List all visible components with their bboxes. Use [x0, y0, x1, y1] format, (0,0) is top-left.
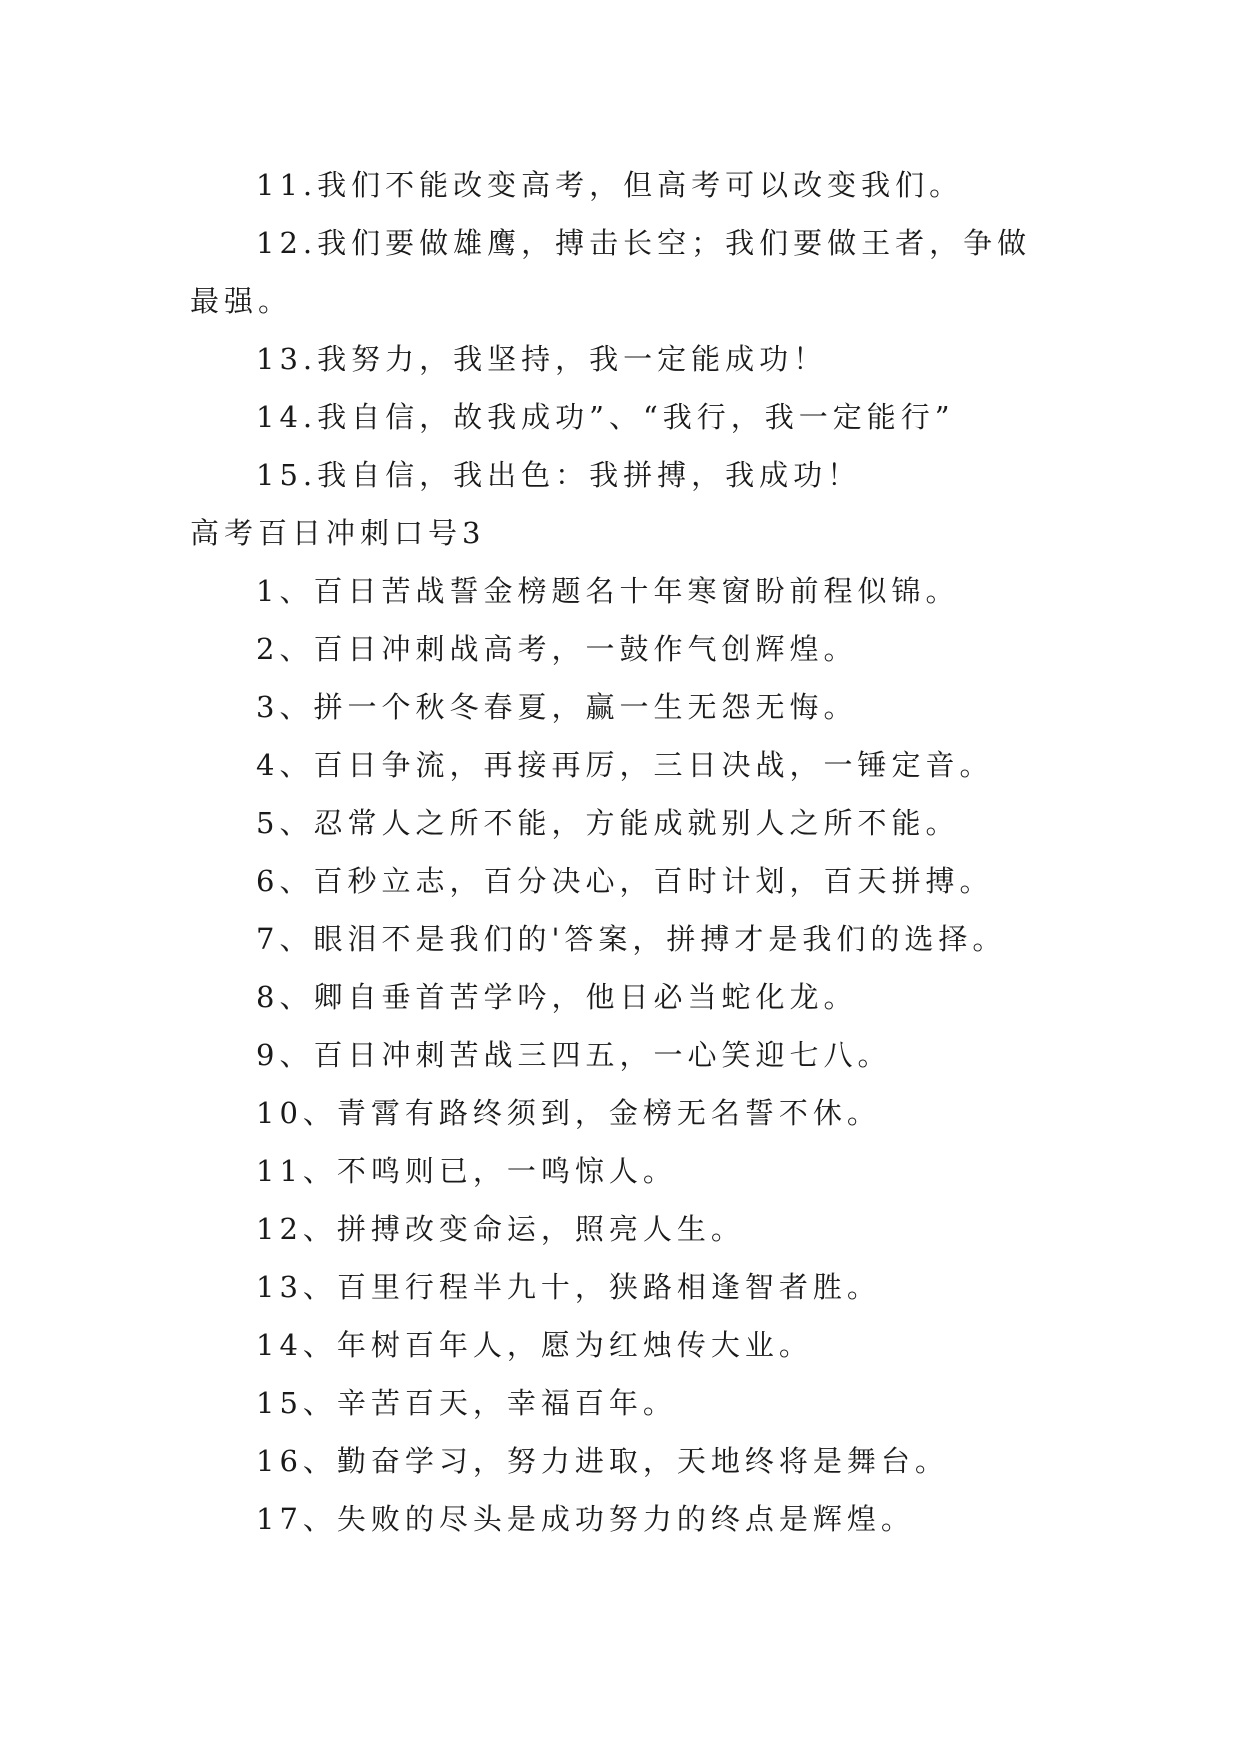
- slogan-line: 11.我们不能改变高考，但高考可以改变我们。: [256, 168, 964, 202]
- slogan-line: 6、百秒立志，百分决心，百时计划，百天拼搏。: [256, 864, 994, 898]
- slogan-line: 17、失败的尽头是成功努力的终点是辉煌。: [256, 1502, 915, 1536]
- slogan-line: 4、百日争流，再接再厉，三日决战，一锤定音。: [256, 748, 994, 782]
- slogan-line: 12、拼搏改变命运，照亮人生。: [256, 1212, 745, 1246]
- slogan-line: 13、百里行程半九十，狭路相逢智者胜。: [256, 1270, 881, 1304]
- slogan-line: 1、百日苦战誓金榜题名十年寒窗盼前程似锦。: [256, 574, 960, 608]
- slogan-line: 12.我们要做雄鹰，搏击长空；我们要做王者，争做最强。: [190, 226, 1032, 318]
- slogan-line: 15.我自信，我出色：我拼搏，我成功！: [256, 458, 862, 492]
- slogan-line: 16、勤奋学习，努力进取，天地终将是舞台。: [256, 1444, 949, 1478]
- slogan-line: 10、青霄有路终须到，金榜无名誓不休。: [256, 1096, 881, 1130]
- section-heading: 高考百日冲刺口号3: [190, 516, 486, 550]
- slogan-line: 7、眼泪不是我们的'答案，拼搏才是我们的选择。: [256, 922, 1007, 956]
- slogan-line: 11、不鸣则已，一鸣惊人。: [256, 1154, 677, 1188]
- slogan-line: 5、忍常人之所不能，方能成就别人之所不能。: [256, 806, 960, 840]
- slogan-line: 9、百日冲刺苦战三四五，一心笑迎七八。: [256, 1038, 892, 1072]
- slogan-line: 14、年树百年人，愿为红烛传大业。: [256, 1328, 813, 1362]
- slogan-line: 15、辛苦百天，幸福百年。: [256, 1386, 677, 1420]
- slogan-line: 13.我努力，我坚持，我一定能成功！: [256, 342, 828, 376]
- slogan-line: 8、卿自垂首苦学吟，他日必当蛇化龙。: [256, 980, 858, 1014]
- slogan-line: 3、拼一个秋冬春夏，赢一生无怨无悔。: [256, 690, 858, 724]
- document-body: [190, 156, 1050, 1548]
- slogan-line: 14.我自信，故我成功”、“我行，我一定能行”: [256, 400, 955, 434]
- slogan-line: 2、百日冲刺战高考，一鼓作气创辉煌。: [256, 632, 858, 666]
